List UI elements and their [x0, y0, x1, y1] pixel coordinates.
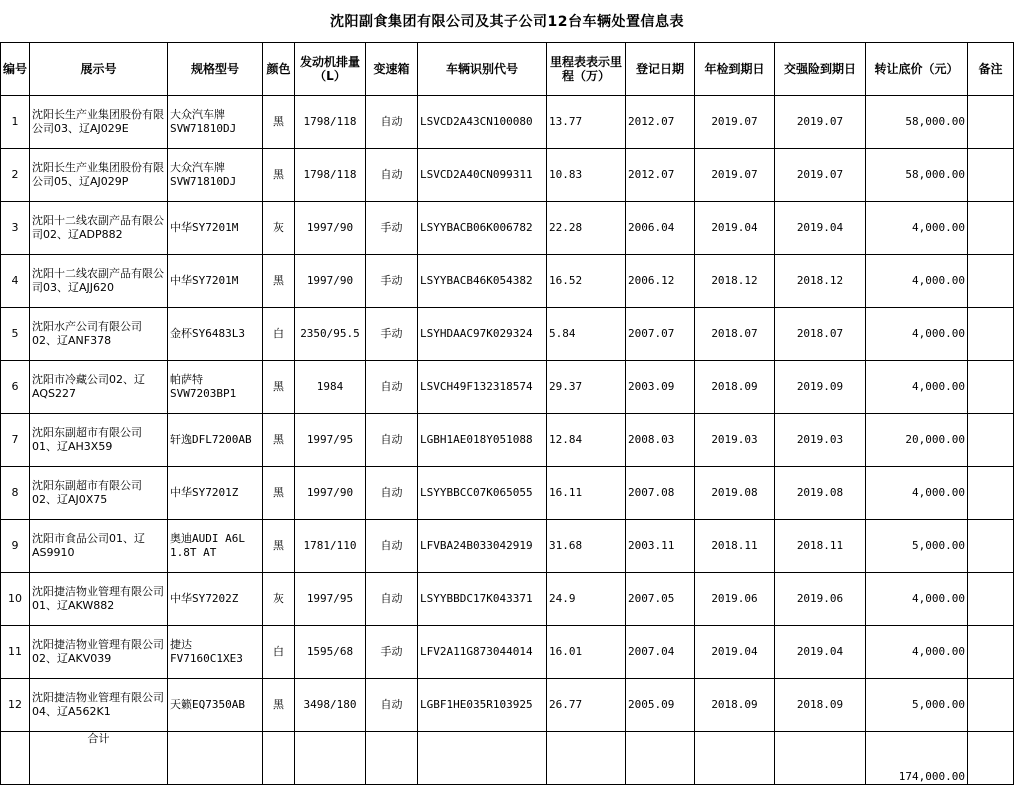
row-price[interactable]: 4,000.00	[866, 255, 968, 308]
row-vin[interactable]: LSYYBACB46K054382	[418, 255, 547, 308]
row-color[interactable]: 黑	[263, 679, 295, 732]
row-note[interactable]	[968, 679, 1014, 732]
header-engine[interactable]: 发动机排量（L）	[295, 43, 366, 96]
row-lot[interactable]: 沈阳东副超市有限公司01、辽AH3X59	[30, 414, 168, 467]
row-reg-date[interactable]: 2007.08	[626, 467, 695, 520]
row-color[interactable]: 黑	[263, 255, 295, 308]
row-no[interactable]: 2	[1, 149, 30, 202]
row-model[interactable]: 金杯SY6483L3	[168, 308, 263, 361]
row-insurance-date[interactable]: 2019.08	[775, 467, 866, 520]
row-lot[interactable]: 沈阳长生产业集团股份有限公司03、辽AJ029E	[30, 96, 168, 149]
row-price[interactable]: 4,000.00	[866, 202, 968, 255]
row-lot[interactable]: 沈阳捷洁物业管理有限公司01、辽AKW882	[30, 573, 168, 626]
row-model[interactable]: 大众汽车牌SVW71810DJ	[168, 149, 263, 202]
row-price[interactable]: 58,000.00	[866, 96, 968, 149]
row-no[interactable]: 5	[1, 308, 30, 361]
row-gearbox[interactable]: 自动	[366, 361, 418, 414]
row-inspect-date[interactable]: 2018.11	[695, 520, 775, 573]
row-mileage[interactable]: 31.68	[547, 520, 626, 573]
row-vin[interactable]: LSYYBBCC07K065055	[418, 467, 547, 520]
row-model[interactable]: 中华SY7201M	[168, 202, 263, 255]
row-model[interactable]: 奥迪AUDI A6L 1.8T AT	[168, 520, 263, 573]
row-reg-date[interactable]: 2006.12	[626, 255, 695, 308]
total-empty-cell[interactable]	[418, 732, 547, 785]
row-inspect-date[interactable]: 2019.04	[695, 202, 775, 255]
row-no[interactable]: 10	[1, 573, 30, 626]
total-row	[1, 732, 1014, 785]
total-price[interactable]: 174,000.00	[866, 732, 968, 785]
row-color[interactable]: 黑	[263, 149, 295, 202]
row-mileage[interactable]: 24.9	[547, 573, 626, 626]
total-empty-cell[interactable]	[547, 732, 626, 785]
row-insurance-date[interactable]: 2019.03	[775, 414, 866, 467]
row-inspect-date[interactable]: 2018.09	[695, 679, 775, 732]
row-vin[interactable]: LFVBA24B033042919	[418, 520, 547, 573]
row-note[interactable]	[968, 573, 1014, 626]
row-gearbox[interactable]: 手动	[366, 255, 418, 308]
table-row	[1, 573, 1014, 626]
row-color[interactable]: 黑	[263, 467, 295, 520]
header-vin[interactable]: 车辆识别代号	[418, 43, 547, 96]
row-gearbox[interactable]: 自动	[366, 149, 418, 202]
row-gearbox[interactable]: 手动	[366, 202, 418, 255]
row-engine[interactable]: 1781/110	[295, 520, 366, 573]
row-reg-date[interactable]: 2012.07	[626, 96, 695, 149]
row-reg-date[interactable]: 2007.05	[626, 573, 695, 626]
row-note[interactable]	[968, 255, 1014, 308]
row-color[interactable]: 黑	[263, 414, 295, 467]
row-engine[interactable]: 1997/95	[295, 414, 366, 467]
row-engine[interactable]: 1997/90	[295, 255, 366, 308]
row-reg-date[interactable]: 2012.07	[626, 149, 695, 202]
header-color[interactable]: 颜色	[263, 43, 295, 96]
row-insurance-date[interactable]: 2019.06	[775, 573, 866, 626]
row-note[interactable]	[968, 361, 1014, 414]
row-insurance-date[interactable]: 2019.07	[775, 96, 866, 149]
row-engine[interactable]: 1997/90	[295, 202, 366, 255]
row-no[interactable]: 6	[1, 361, 30, 414]
row-gearbox[interactable]: 自动	[366, 573, 418, 626]
row-mileage[interactable]: 12.84	[547, 414, 626, 467]
vehicle-table	[0, 42, 1014, 785]
row-mileage[interactable]: 22.28	[547, 202, 626, 255]
header-insurance-date[interactable]: 交强险到期日	[775, 43, 866, 96]
row-mileage[interactable]: 16.11	[547, 467, 626, 520]
row-no[interactable]: 3	[1, 202, 30, 255]
row-reg-date[interactable]: 2003.11	[626, 520, 695, 573]
total-empty-cell[interactable]	[626, 732, 695, 785]
row-lot[interactable]: 沈阳市食品公司01、辽AS9910	[30, 520, 168, 573]
row-no[interactable]: 11	[1, 626, 30, 679]
row-price[interactable]: 20,000.00	[866, 414, 968, 467]
row-model[interactable]: 中华SY7202Z	[168, 573, 263, 626]
total-no-cell[interactable]	[1, 732, 30, 785]
row-inspect-date[interactable]: 2019.06	[695, 573, 775, 626]
row-model[interactable]: 大众汽车牌SVW71810DJ	[168, 96, 263, 149]
row-insurance-date[interactable]: 2018.11	[775, 520, 866, 573]
row-gearbox[interactable]: 自动	[366, 96, 418, 149]
row-engine[interactable]: 1997/95	[295, 573, 366, 626]
row-gearbox[interactable]: 自动	[366, 520, 418, 573]
row-color[interactable]: 灰	[263, 202, 295, 255]
header-note[interactable]: 备注	[968, 43, 1014, 96]
row-color[interactable]: 黑	[263, 520, 295, 573]
row-lot[interactable]: 沈阳东副超市有限公司02、辽AJ0X75	[30, 467, 168, 520]
header-row	[1, 43, 1014, 96]
header-gearbox[interactable]: 变速箱	[366, 43, 418, 96]
row-lot[interactable]: 沈阳长生产业集团股份有限公司05、辽AJ029P	[30, 149, 168, 202]
row-reg-date[interactable]: 2007.04	[626, 626, 695, 679]
row-vin[interactable]: LSVCD2A43CN100080	[418, 96, 547, 149]
row-model[interactable]: 天籁EQ7350AB	[168, 679, 263, 732]
row-mileage[interactable]: 29.37	[547, 361, 626, 414]
row-no[interactable]: 9	[1, 520, 30, 573]
row-color[interactable]: 黑	[263, 96, 295, 149]
total-note-cell[interactable]	[968, 732, 1014, 785]
row-note[interactable]	[968, 149, 1014, 202]
row-mileage[interactable]: 16.52	[547, 255, 626, 308]
row-engine[interactable]: 1984	[295, 361, 366, 414]
row-engine[interactable]: 3498/180	[295, 679, 366, 732]
row-no[interactable]: 8	[1, 467, 30, 520]
row-lot[interactable]: 沈阳水产公司有限公司02、辽ANF378	[30, 308, 168, 361]
row-price[interactable]: 5,000.00	[866, 520, 968, 573]
row-engine[interactable]: 1798/118	[295, 149, 366, 202]
total-empty-cell[interactable]	[695, 732, 775, 785]
row-inspect-date[interactable]: 2018.12	[695, 255, 775, 308]
row-price[interactable]: 4,000.00	[866, 308, 968, 361]
total-empty-cell[interactable]	[775, 732, 866, 785]
total-empty-cell[interactable]	[263, 732, 295, 785]
row-reg-date[interactable]: 2008.03	[626, 414, 695, 467]
row-reg-date[interactable]: 2005.09	[626, 679, 695, 732]
table-body	[1, 96, 1014, 785]
header-lot[interactable]: 展示号	[30, 43, 168, 96]
row-inspect-date[interactable]: 2018.07	[695, 308, 775, 361]
row-gearbox[interactable]: 自动	[366, 414, 418, 467]
row-price[interactable]: 4,000.00	[866, 467, 968, 520]
row-reg-date[interactable]: 2006.04	[626, 202, 695, 255]
row-model[interactable]: 轩逸DFL7200AB	[168, 414, 263, 467]
row-note[interactable]	[968, 520, 1014, 573]
row-note[interactable]	[968, 308, 1014, 361]
total-empty-cell[interactable]	[168, 732, 263, 785]
table-row	[1, 202, 1014, 255]
row-vin[interactable]: LSVCD2A40CN099311	[418, 149, 547, 202]
row-insurance-date[interactable]: 2019.09	[775, 361, 866, 414]
table-row	[1, 520, 1014, 573]
row-insurance-date[interactable]: 2019.07	[775, 149, 866, 202]
row-note[interactable]	[968, 414, 1014, 467]
row-price[interactable]: 4,000.00	[866, 573, 968, 626]
row-color[interactable]: 白	[263, 308, 295, 361]
row-price[interactable]: 4,000.00	[866, 361, 968, 414]
row-mileage[interactable]: 16.01	[547, 626, 626, 679]
header-price[interactable]: 转让底价（元）	[866, 43, 968, 96]
row-vin[interactable]: LFV2A11G873044014	[418, 626, 547, 679]
row-lot[interactable]: 沈阳十二线农副产品有限公司03、辽AJJ620	[30, 255, 168, 308]
row-price[interactable]: 58,000.00	[866, 149, 968, 202]
total-empty-cell[interactable]	[295, 732, 366, 785]
row-mileage[interactable]: 10.83	[547, 149, 626, 202]
row-inspect-date[interactable]: 2019.08	[695, 467, 775, 520]
row-model[interactable]: 捷达FV7160C1XE3	[168, 626, 263, 679]
table-row	[1, 96, 1014, 149]
table-row	[1, 308, 1014, 361]
table-row	[1, 255, 1014, 308]
row-reg-date[interactable]: 2003.09	[626, 361, 695, 414]
total-empty-cell[interactable]	[366, 732, 418, 785]
row-vin[interactable]: LGBH1AE018Y051088	[418, 414, 547, 467]
row-engine[interactable]: 1798/118	[295, 96, 366, 149]
row-no[interactable]: 1	[1, 96, 30, 149]
row-model[interactable]: 中华SY7201Z	[168, 467, 263, 520]
row-insurance-date[interactable]: 2019.04	[775, 202, 866, 255]
header-model[interactable]: 规格型号	[168, 43, 263, 96]
row-inspect-date[interactable]: 2019.03	[695, 414, 775, 467]
row-mileage[interactable]: 13.77	[547, 96, 626, 149]
row-inspect-date[interactable]: 2019.04	[695, 626, 775, 679]
row-insurance-date[interactable]: 2019.04	[775, 626, 866, 679]
row-engine[interactable]: 1997/90	[295, 467, 366, 520]
row-reg-date[interactable]: 2007.07	[626, 308, 695, 361]
row-lot[interactable]: 沈阳捷洁物业管理有限公司02、辽AKV039	[30, 626, 168, 679]
table-row	[1, 626, 1014, 679]
sheet-title: 沈阳副食集团有限公司及其子公司12台车辆处置信息表	[330, 14, 684, 30]
row-gearbox[interactable]: 自动	[366, 467, 418, 520]
row-note[interactable]	[968, 96, 1014, 149]
table-row	[1, 467, 1014, 520]
row-vin[interactable]: LSYYBACB06K006782	[418, 202, 547, 255]
row-vin[interactable]: LSVCH49F132318574	[418, 361, 547, 414]
table-row	[1, 679, 1014, 732]
total-label[interactable]: 合计	[30, 732, 168, 785]
row-price[interactable]: 4,000.00	[866, 626, 968, 679]
row-gearbox[interactable]: 手动	[366, 626, 418, 679]
row-vin[interactable]: LSYYBBDC17K043371	[418, 573, 547, 626]
row-price[interactable]: 5,000.00	[866, 679, 968, 732]
row-insurance-date[interactable]: 2018.09	[775, 679, 866, 732]
row-no[interactable]: 12	[1, 679, 30, 732]
row-inspect-date[interactable]: 2019.07	[695, 149, 775, 202]
row-mileage[interactable]: 26.77	[547, 679, 626, 732]
header-mileage[interactable]: 里程表表示里程（万）	[547, 43, 626, 96]
row-model[interactable]: 中华SY7201M	[168, 255, 263, 308]
header-reg-date[interactable]: 登记日期	[626, 43, 695, 96]
row-vin[interactable]: LSYHDAAC97K029324	[418, 308, 547, 361]
row-no[interactable]: 4	[1, 255, 30, 308]
row-gearbox[interactable]: 自动	[366, 679, 418, 732]
row-inspect-date[interactable]: 2018.09	[695, 361, 775, 414]
header-inspect-date[interactable]: 年检到期日	[695, 43, 775, 96]
row-model[interactable]: 帕萨特SVW7203BP1	[168, 361, 263, 414]
table-row	[1, 361, 1014, 414]
row-inspect-date[interactable]: 2019.07	[695, 96, 775, 149]
row-lot[interactable]: 沈阳市冷藏公司02、辽AQS227	[30, 361, 168, 414]
row-note[interactable]	[968, 626, 1014, 679]
row-color[interactable]: 黑	[263, 361, 295, 414]
row-lot[interactable]: 沈阳十二线农副产品有限公司02、辽ADP882	[30, 202, 168, 255]
header-no[interactable]: 编号	[1, 43, 30, 96]
row-engine[interactable]: 2350/95.5	[295, 308, 366, 361]
row-gearbox[interactable]: 手动	[366, 308, 418, 361]
table-row	[1, 149, 1014, 202]
row-engine[interactable]: 1595/68	[295, 626, 366, 679]
row-insurance-date[interactable]: 2018.07	[775, 308, 866, 361]
row-mileage[interactable]: 5.84	[547, 308, 626, 361]
row-note[interactable]	[968, 202, 1014, 255]
row-insurance-date[interactable]: 2018.12	[775, 255, 866, 308]
row-no[interactable]: 7	[1, 414, 30, 467]
row-vin[interactable]: LGBF1HE035R103925	[418, 679, 547, 732]
row-color[interactable]: 白	[263, 626, 295, 679]
row-lot[interactable]: 沈阳捷洁物业管理有限公司04、辽A562K1	[30, 679, 168, 732]
row-color[interactable]: 灰	[263, 573, 295, 626]
table-row	[1, 414, 1014, 467]
row-note[interactable]	[968, 467, 1014, 520]
